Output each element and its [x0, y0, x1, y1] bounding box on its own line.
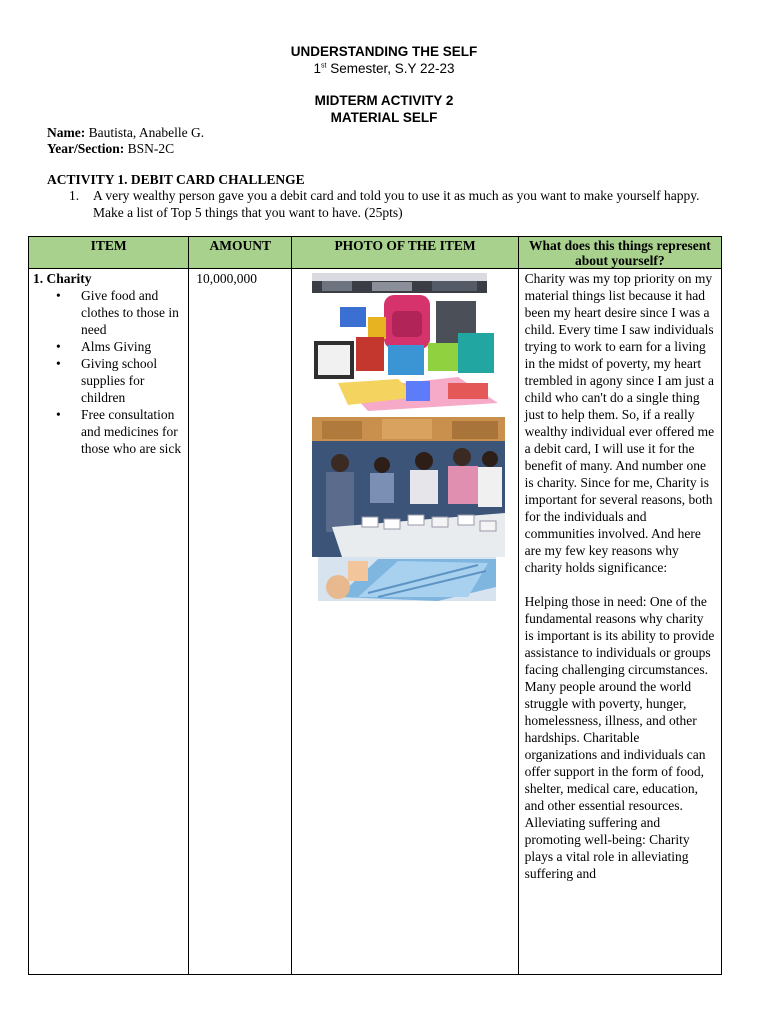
photo-cell [292, 269, 518, 975]
list-item: • Giving school supplies for children [33, 355, 184, 406]
header-amount: AMOUNT [189, 237, 292, 269]
photo-school-supplies [308, 293, 503, 415]
header-represent: What does this things represent about yourself? [518, 237, 721, 269]
amount-cell: 10,000,000 [189, 269, 292, 975]
list-item: • Give food and clothes to those in need [33, 287, 184, 338]
instruction-number: 1. [69, 188, 80, 203]
header-photo: PHOTO OF THE ITEM [292, 237, 518, 269]
photo-medical-mission [312, 417, 505, 557]
student-name: Name: Bautista, Anabelle G. [47, 125, 205, 140]
activity-subtitle: MATERIAL SELF [330, 110, 438, 125]
student-section: Year/Section: BSN-2C [47, 141, 175, 156]
represent-paragraph: Helping those in need: One of the fundamental reasons why charity is important is its ability to provide assistance to individuals or groups facing challenging circumstances. Many people around the world struggle with poverty, hunger, homelessness, illness, and other hardships. Charitable organizations and individuals can offer support in the form of food, shelter, medical care, education, and other essential resources. Alleviating suffering and promoting well-being: Charity plays a vital role in alleviating suffering and [524, 594, 715, 881]
header-item: ITEM [29, 237, 189, 269]
item-cell [29, 269, 189, 975]
table-row [29, 269, 722, 975]
item-title: 1. Charity [33, 271, 92, 286]
activity-title: ACTIVITY 1. DEBIT CARD CHALLENGE [47, 172, 305, 187]
item-bullets [33, 287, 184, 457]
list-item: • Free consultation and medicines for those who are sick [33, 406, 184, 457]
photo-cash [318, 557, 496, 601]
course-title: UNDERSTANDING THE SELF [290, 44, 478, 59]
represent-paragraph: Charity was my top priority on my material things list because it had been my heart desire since I was a child. Every time I saw individuals trying to work to earn for a living in the midst of poverty, my heart trembled in agony since I am just a child who can't do a single thing just to help them. So, if a really wealthy individual ever offered me a debit card, I will use it for the benefit of many. And number one is charity. Since for me, Charity is important for several reasons, both for the individuals and communities involved. And here are my few key reasons why charity holds significance: [524, 271, 715, 575]
represent-cell [518, 269, 721, 975]
photo-room-strip [312, 273, 487, 295]
debit-card-table [28, 236, 722, 975]
activity-heading: MIDTERM ACTIVITY 2 [314, 93, 454, 108]
table-header-row [29, 237, 722, 269]
semester-line: 1st Semester, S.Y 22-23 [313, 61, 455, 76]
instruction-text: A very wealthy person gave you a debit card and told you to use it as much as you want to make yourself happy. Make a list of Top 5 things that you want to have. (25pts) [93, 188, 700, 220]
list-item: • Alms Giving [33, 338, 184, 355]
